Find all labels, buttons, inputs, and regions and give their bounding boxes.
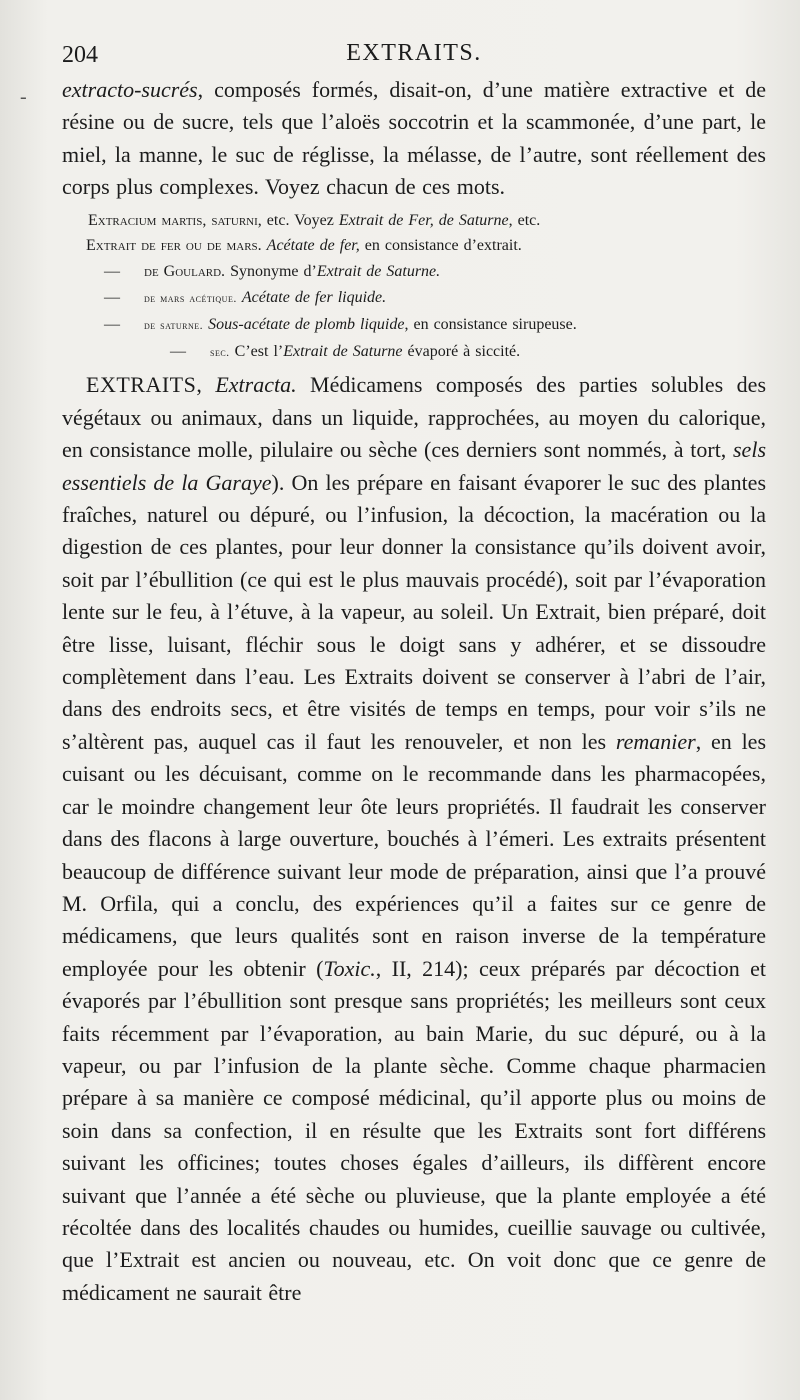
reference-tail: évaporé à siccité. (402, 342, 521, 360)
reference-line (62, 285, 766, 312)
entry-italic-2: remanier (615, 728, 696, 754)
reference-line (62, 259, 766, 285)
reference-headword: de mars acétique. (144, 291, 237, 306)
reference-italic: Acétate de fer liquide. (241, 289, 387, 307)
reference-headword: de Goulard. (144, 263, 226, 281)
entry-text-3: , en les cuisant ou les décuisant, comme on le recommande dans les pharmacopées, car le moindre changement leur ôte leurs propriétés. Il faudrait les conserver dans des flacons à large ouverture, bouchés à l’émeri. Les extraits présentent beaucoup de différence suivant leur mode de préparation, ainsi que l’a prouvé M. Orfila, qui a conclu, des expériences qu’il a faites sur ce genre de médicamens, que leurs qualités sont en raison inverse de la température employée pour les obtenir ( (62, 728, 767, 981)
reference-italic: Extrait de Fer, de Saturne (338, 211, 509, 229)
headword-comma: , (196, 372, 216, 398)
reference-headword: Extracium martis, saturni (88, 211, 258, 229)
running-head: EXTRAITS. (346, 40, 482, 66)
reference-text: C’est l’ (229, 342, 284, 360)
ditto-dash: — (104, 315, 120, 333)
entry-italic-1: sels essentiels de la Garaye (62, 437, 766, 495)
cross-reference-list (62, 208, 766, 366)
page-number: 204 (62, 42, 98, 68)
reference-tail: en consistance d’extrait. (359, 237, 522, 255)
entry-text-2: ). On les prépare en faisant évaporer le suc des plantes fraîches, naturel ou dépuré, ou l’infusion, la décoction, la macération ou la digestion de ces plantes, pour leur donner la consistance qu’ils doivent avoir, soit par l’ébullition (ce qui est le plus mauvais procédé), soit par l’évaporation lente sur le feu, à l’étuve, à la vapeur, au soleil. Un Extrait, bien préparé, doit être lisse, luisant, fléchir sous le doigt sans y adhérer, et se dissoudre complètement dans l’eau. Les Extraits doivent se conserver à l’abri de l’air, dans des endroits secs, et être visités de temps en temps, pour voir s’ils ne s’altèrent pas, auquel cas il faut les renouveler, et non les (62, 469, 767, 754)
reference-headword: sec. (210, 344, 230, 359)
entry-italic-3: Toxic. (323, 955, 376, 981)
reference-text: Synonyme d’ (225, 263, 317, 281)
main-entry-paragraph (62, 369, 766, 1309)
reference-tail: , en consistance sirupeuse. (404, 315, 577, 333)
ditto-dash: — (170, 342, 186, 360)
margin-mark: - (20, 86, 27, 108)
page-body (62, 74, 766, 1309)
entry-text-4: , II, 214); ceux préparés par décoction et évaporés par l’ébullition sont presque sans propriétés; les meilleurs sont ceux faits récemment par l’évaporation, au bain Marie, du suc dépuré, ou à la vapeur, ou par l’infusion de la plante sèche. Comme chaque pharmacien prépare à sa manière ce composé médicinal, qu’il apporte plus ou moins de soin dans sa confection, il en résulte que les Extraits sont fort différens suivant les officines; toutes choses égales d’ailleurs, ils diffèrent encore suivant que l’année a été sèche ou pluvieuse, que la plante employée a été récoltée dans des localités chaudes ou humides, cueillie sauvage ou cultivée, que l’Extrait est ancien ou nouveau, etc. On voit donc que ce genre de médicament ne saurait être (62, 955, 766, 1305)
reference-line (62, 208, 766, 234)
reference-italic: Sous-acétate de plomb liquide (208, 315, 405, 333)
continuation-text: , composés formés, disait-on, d’une matière extractive et de résine ou de sucre, tels que l’aloës soccotrin et la scammonée, d’une part, le miel, la manne, le suc de réglisse, la mélasse, de l’autre, sont réellement des corps plus complexes. Voyez chacun de ces mots. (62, 77, 766, 200)
reference-line (62, 312, 766, 339)
continuation-paragraph (62, 74, 766, 204)
reference-line (62, 339, 766, 366)
entry-text-1: Médicamens composés des parties solubles des végétaux ou animaux, dans un liquide, rapprochées, au moyen du calorique, en consistance molle, pilulaire ou sèche (ces derniers sont nommés, à tort, (62, 372, 767, 463)
reference-text: , etc. Voyez (257, 211, 339, 229)
continuation-lead-term: extracto-sucrés (62, 77, 198, 102)
reference-italic: Extrait de Saturne. (316, 263, 441, 281)
ditto-dash: — (104, 263, 120, 281)
reference-line (62, 233, 766, 259)
page-header (62, 36, 766, 74)
entry-latin-name: Extracta. (215, 372, 297, 398)
reference-italic: Acétate de fer, (266, 237, 360, 255)
reference-headword: Extrait de fer ou de mars. (86, 237, 262, 255)
reference-headword: de saturne. (144, 317, 204, 332)
reference-italic: Extrait de Saturne (283, 342, 403, 360)
reference-tail: , etc. (508, 211, 541, 229)
ditto-dash: — (104, 289, 120, 307)
entry-headword: EXTRAITS (86, 372, 197, 398)
